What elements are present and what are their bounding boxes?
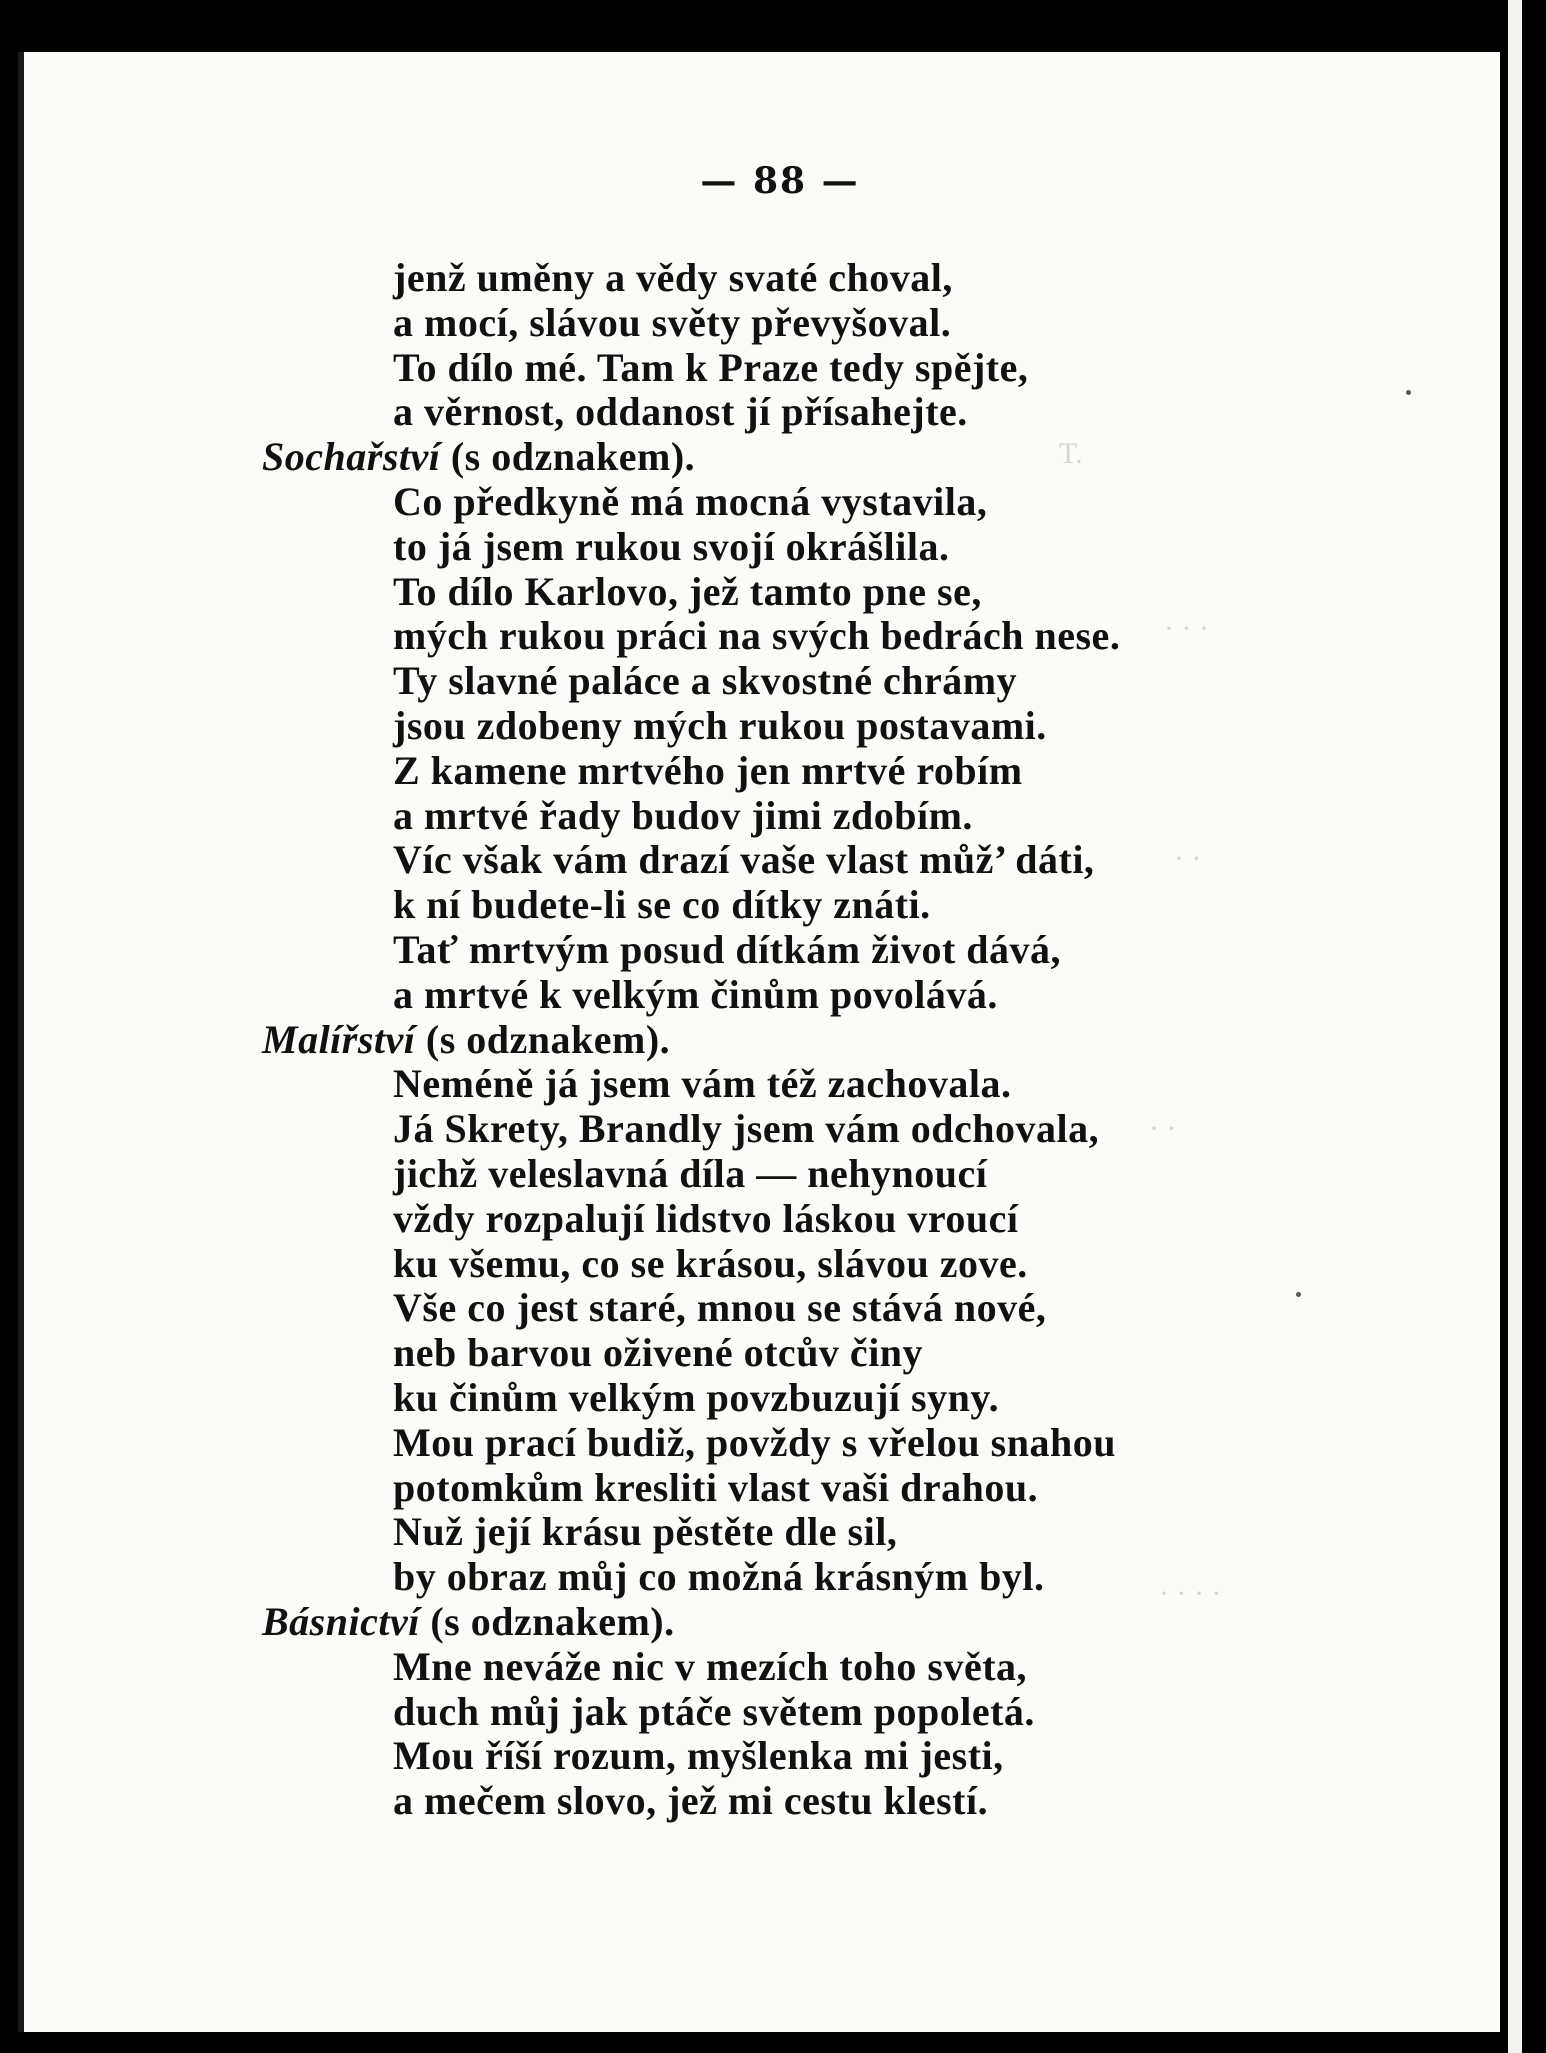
verse-line: jenž uměny a vědy svaté choval, xyxy=(393,255,953,300)
speaker-heading xyxy=(262,1599,675,1645)
verse-line: jsou zdobeny mých rukou postavami. xyxy=(393,703,1047,748)
verse-line: jichž veleslavná díla — nehynoucí xyxy=(393,1151,988,1196)
verse-line: ku všemu, co se krásou, slávou zove. xyxy=(393,1240,1028,1286)
show-through-mark: · · · · xyxy=(1159,1577,1222,1610)
verse-line: Z kamene mrtvého jen mrtvé robím xyxy=(393,747,1023,793)
verse-line: Já Skrety, Brandly jsem vám odchovala, xyxy=(393,1106,1100,1152)
page-number: — 88 — xyxy=(700,160,860,202)
speaker-stage-direction: (s odznakem). xyxy=(419,1599,675,1644)
verse-line: Ty slavné paláce a skvostné chrámy xyxy=(393,658,1018,704)
speaker-name: Malířství xyxy=(262,1016,416,1062)
verse-line: To dílo Karlovo, jež tamto pne se, xyxy=(393,568,982,614)
verse-line: To dílo mé. Tam k Praze tedy spějte, xyxy=(393,344,1029,390)
speaker-heading xyxy=(262,434,695,480)
verse-line: duch můj jak ptáče světem popoletá. xyxy=(393,1688,1035,1734)
verse-line: a mrtvé řady budov jimi zdobím. xyxy=(393,792,973,838)
verse-line: a mocí, slávou světy převyšoval. xyxy=(393,299,952,345)
verse-line: Neméně já jsem vám též zachovala. xyxy=(393,1061,1012,1107)
verse-line: ku činům velkým povzbuzují syny. xyxy=(393,1375,1000,1420)
verse-line: Co předkyně má mocná vystavila, xyxy=(393,479,988,524)
verse-line: Mou prací budiž, povždy s vřelou snahou xyxy=(393,1419,1116,1465)
speaker-heading xyxy=(262,1017,670,1063)
show-through-mark: · · xyxy=(1174,842,1202,875)
verse-line: a mrtvé k velkým činům povolává. xyxy=(393,971,998,1017)
next-page-edge xyxy=(1508,0,1522,2053)
speaker-stage-direction: (s odznakem). xyxy=(415,1016,671,1062)
verse-line: a mečem slovo, jež mi cestu klestí. xyxy=(393,1778,989,1824)
show-through-mark: T. xyxy=(1059,437,1083,470)
verse-line: k ní budete-li se co dítky znáti. xyxy=(393,882,931,928)
ink-speck xyxy=(1406,390,1411,395)
verse-line: Mne neváže nic v mezích toho světa, xyxy=(393,1643,1028,1689)
speaker-name: Sochařství xyxy=(262,434,441,480)
verse-line: to já jsem rukou svojí okrášlila. xyxy=(393,523,950,569)
verse-line: Nuž její krásu pěstěte dle sil, xyxy=(393,1509,898,1555)
show-through-mark: · · · xyxy=(1164,612,1209,645)
verse-line: Víc však vám drazí vaše vlast můž’ dáti, xyxy=(393,837,1095,883)
verse-line: mých rukou práci na svých bedrách nese. xyxy=(393,613,1121,659)
speaker-stage-direction: (s odznakem). xyxy=(440,434,696,480)
verse-line: Mou říší rozum, myšlenka mi jesti, xyxy=(393,1733,1004,1779)
verse-line: neb barvou oživené otcův činy xyxy=(393,1330,924,1376)
verse-line: Vše co jest staré, mnou se stává nové, xyxy=(393,1285,1047,1331)
show-through-mark: · · xyxy=(1149,1112,1177,1145)
speaker-name: Básnictví xyxy=(262,1599,420,1644)
verse-line: vždy rozpalují lidstvo láskou vroucí xyxy=(393,1195,1019,1241)
verse-line: a věrnost, oddanost jí přísahejte. xyxy=(393,389,968,435)
verse-line: by obraz můj co možná krásným byl. xyxy=(393,1554,1045,1600)
verse-line: Tať mrtvým posud dítkám život dává, xyxy=(393,927,1062,972)
ink-speck xyxy=(1296,1292,1301,1297)
verse-line: potomkům kresliti vlast vaši drahou. xyxy=(393,1464,1039,1510)
